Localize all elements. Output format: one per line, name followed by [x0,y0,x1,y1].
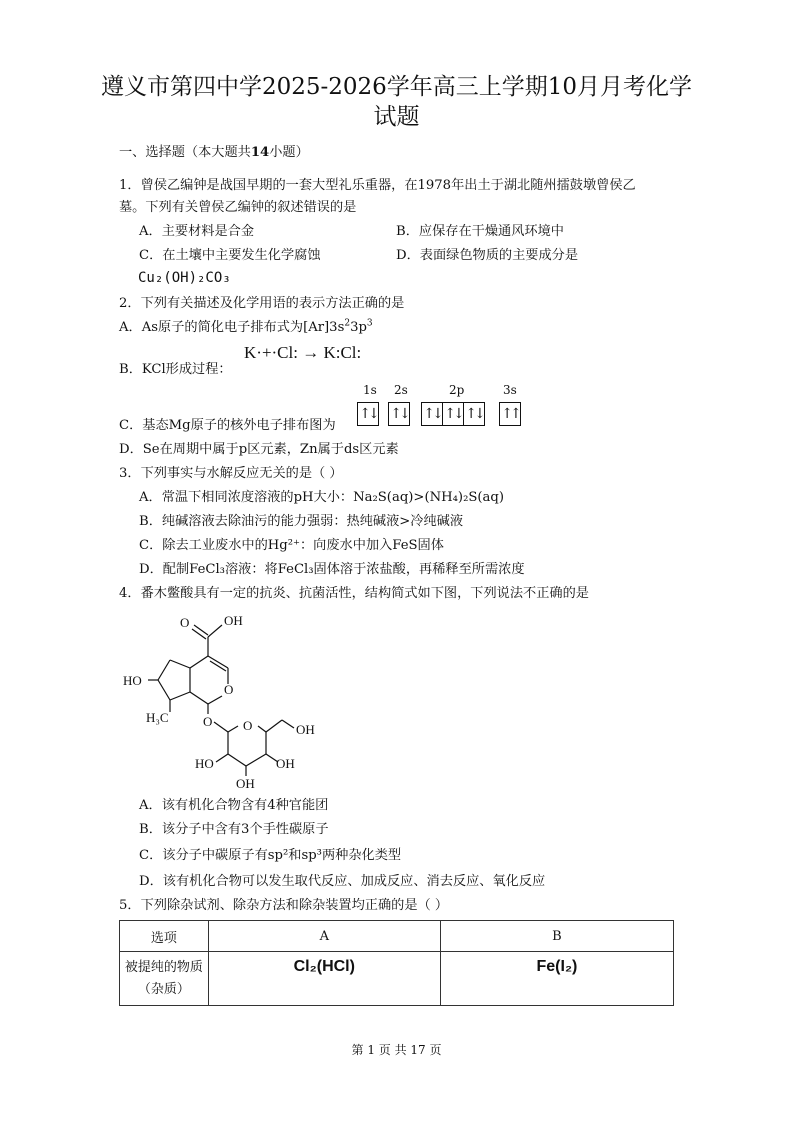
kcl-formation-equation: K·+·Cl: → K:Cl: [244,343,362,362]
orbital-label-2s: 2s [394,383,408,397]
orbital-cell: ↑↑ [501,406,519,422]
orbital-box-2p [421,402,485,426]
orbital-cell: ↑↓ [359,406,377,422]
q2-stem: 2．下列有关描述及化学用语的表示方法正确的是 [119,296,405,311]
atom-label: OH [276,756,295,771]
atom-label: O [203,714,213,729]
bond [170,660,190,668]
q2-option-b: B．KCl形成过程： [119,362,232,377]
atom-label: O [224,682,234,697]
bond [246,754,266,766]
q1-option-b: B．应保存在干燥通风环境中 [396,224,564,239]
section-prefix: 一、选择题（本大题共 [119,145,251,160]
orbital-box-1s [357,402,379,426]
q4-option-a: A．该有机化合物含有4种官能团 [139,798,329,813]
q1-formula: Cu₂(OH)₂CO₃ [138,270,231,286]
q4-option-b: B．该分子中含有3个手性碳原子 [139,822,329,837]
bond [228,754,246,766]
table-cell: Cl₂(HCl) [208,952,440,1006]
table-header-cell: B [440,921,673,952]
orbital-label-1s: 1s [363,383,377,397]
q1-stem-2: 墓。下列有关曾侯乙编钟的叙述错误的是 [119,200,357,215]
bond [190,692,208,704]
q2-option-c: C．基态Mg原子的核外电子排布图为 [119,418,336,433]
section-heading [119,143,309,163]
table-row [120,952,674,1006]
q5-table [119,920,674,1006]
bond [208,625,222,637]
atom-label: HO [195,756,214,771]
atom-label: OH [236,776,255,791]
bond [158,660,170,680]
bond [216,754,228,762]
table-cell: Fe(I₂) [440,952,673,1006]
table-row [120,921,674,952]
q4-option-c: C．该分子中碳原子有sp²和sp³两种杂化类型 [139,848,402,863]
orbital-box-3s [499,402,521,426]
bond [194,625,208,635]
q3-stem: 3．下列事实与水解反应无关的是（ ） [119,466,343,481]
atom-label: OH [296,722,315,737]
q2-a-mid: 3p [350,320,367,335]
page-footer: 第 1 页 共 17 页 [351,1043,442,1057]
atom-label: HO [123,673,142,688]
q4-option-d: D．该有机化合物可以发生取代反应、加成反应、消去反应、氧化反应 [139,874,546,889]
table-header-cell: 选项 [120,921,209,952]
orbital-label-2p: 2p [449,383,465,397]
bond [170,692,190,700]
orbital-cell: ↑↓ [443,403,464,425]
q3-option-b: B．纯碱溶液去除油污的能力强弱：热纯碱液>冷纯碱液 [139,514,464,529]
q3-option-d: D．配制FeCl₃溶液：将FeCl₃固体溶于浓盐酸，再稀释至所需浓度 [139,562,525,577]
atom-label: OH [224,613,243,628]
q3-option-a: A．常温下相同浓度溶液的pH大小：Na₂S(aq)>(NH₄)₂S(aq) [139,490,504,505]
bond [158,680,170,700]
q2-a-sup1: 2 [344,318,351,329]
q1-stem-1: 1．曾侯乙编钟是战国早期的一套大型礼乐重器，在1978年出土于湖北随州擂鼓墩曾侯乙 [119,178,636,193]
atom-label: O [243,718,253,733]
section-suffix: 小题） [269,145,309,160]
q2-option-d: D．Se在周期中属于p区元素，Zn属于ds区元素 [119,442,399,457]
atom-label: H₃C [146,710,169,725]
bond [282,720,294,728]
bond [192,629,206,639]
orbital-cell: ↑↓ [465,406,483,422]
q2-option-a [119,318,373,338]
q1-option-a: A．主要材料是合金 [139,224,255,239]
q5-stem: 5．下列除杂试剂、除杂方法和除杂装置均正确的是（ ） [119,898,449,913]
table-header-cell: A [208,921,440,952]
bond [214,722,228,732]
q1-option-c: C．在土壤中主要发生化学腐蚀 [139,248,321,263]
q2-a-text: A．As原子的简化电子排布式为[Ar]3s [119,320,345,335]
bond [190,656,208,668]
row-label-line-1: 被提纯的物质 [124,959,203,975]
orbital-cell: ↑↓ [390,406,408,422]
q1-option-d: D．表面绿色物质的主要成分是 [396,248,579,263]
title-line-2: 试题 [373,104,420,130]
loganic-acid-structure [118,608,338,792]
orbital-cell: ↑↓ [422,403,443,425]
bond [228,726,238,732]
section-count: 14 [250,145,270,160]
atom-label: O [180,615,190,630]
orbital-label-3s: 3s [503,383,517,397]
title-line-1: 遵义市第四中学2025-2026学年高三上学期10月月考化学 [100,74,693,100]
q3-option-c: C．除去工业废水中的Hg²⁺：向废水中加入FeS固体 [139,538,444,553]
q2-a-sup2: 3 [366,318,373,329]
row-label-line-2: （杂质） [137,981,190,997]
page-title [100,72,693,132]
orbital-box-2s [388,402,410,426]
bond [258,726,266,732]
bond [266,720,282,732]
table-row-label [120,952,209,1006]
bond [208,696,222,704]
q4-stem: 4．番木鳖酸具有一定的抗炎、抗菌活性，结构简式如下图，下列说法不正确的是 [119,586,589,601]
